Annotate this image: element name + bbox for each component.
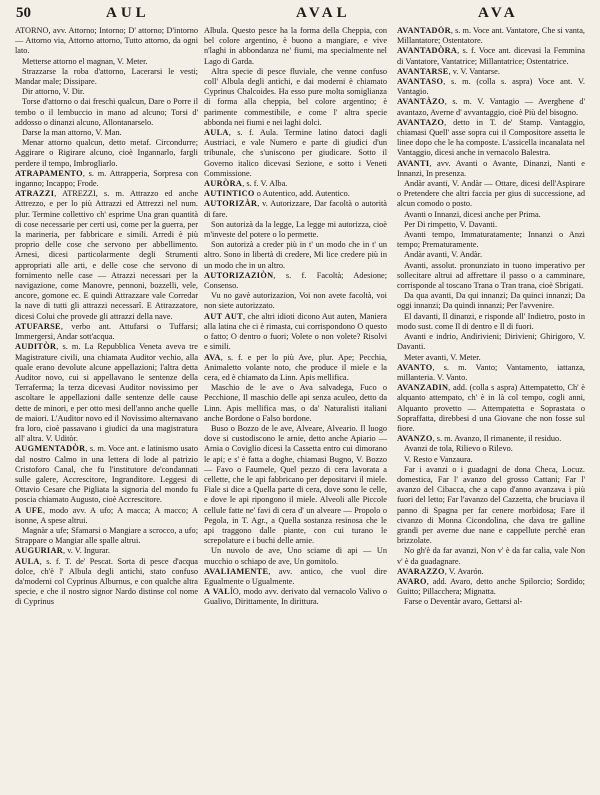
entry-sub-sense: Meter avanti, V. Meter. (404, 352, 481, 362)
headword: AUGURIAR (15, 546, 64, 556)
dictionary-entry: A UFE, modo avv. A ufo; A macca; A macco; A isonne, A spese altrui. (15, 505, 198, 525)
entry-sub-sense: Metterse attorno el magnan, V. Meter. (22, 56, 148, 66)
dictionary-entry: AUTINTICO o Autentico, add. Autentico. (204, 189, 350, 199)
entry-sub-sense: Menar attorno qualcun, detto metaf. Circondurre; Aggirare o Rigirare alcuno, cioè Ingannarlo, fargli perdere il tempo, Imbrogliarlo. (15, 138, 198, 168)
dictionary-entry: AVANZO, s. m. Avanzo, Il rimanente, il residuo. (397, 434, 562, 444)
dictionary-entry: AVANTI, avv. Avanti o Avante, Dinanzi, Nanti e Innanzi, In presenza. (397, 158, 585, 178)
headword: AVANTARSE (397, 66, 449, 76)
entry-sub-sense: Altra specie di pesce fluviale, che venne confuso coll' Albula degli antichi, e dai moderni è chiamato Cyprinus Chalcoides. Ha esso pure molta somiglianza di forma alla cheppia, bel colore argentino; è parimente commestibile, e come l' altra specie abbonda nei fiumi e nei laghi dolci. (204, 66, 387, 127)
running-head-right: AVA (478, 5, 519, 21)
headword: AVA (204, 352, 221, 362)
dictionary-entry: AVANTÀZO, s. m. V. Vantagio — Averghene d' avantazo, Averne d' avvantaggio, cioè Più del bisogno. (397, 97, 585, 117)
entry-sub-sense: Maschio de le ave o Ava salvadega, Fuco o Pecchione, Il maschio delle api senza aculeo, detto da Linn. Apis mellifica mas, o da' Naturalisti italiani anche Bordone o Falso bordone. (204, 383, 387, 423)
headword: AUT AUT (204, 311, 243, 321)
entry-sub-sense: Andàr avanti, V. Andàr. (404, 250, 483, 260)
headword: A UFE (15, 505, 43, 515)
dictionary-entry: AVANTO, s. m. Vanto; Vantamento, iattanza, millanteria. V. Vanto. (397, 362, 585, 382)
entry-sub-sense: Buso o Bozzo de le ave, Alveare, Alveario. Il luogo dove si custodiscono le arnie, detto anche Apiario — Arnia o Coviglio dicesi la Cassetta entro cui dimorano le api; e s' è fatta a doghe, chiamasi Bugno, V. Bozzo — Favo o Faumele, Quel pezzo di cera lavorata a cellette, che le api fabbricano per depositarvi il miele. Fiale si dice a Quella parte di cera, dove sono le celle, e dove le api ripongono il miele. Alveoli alle Piccole cellule fatte ne' favi di cera d' un alveare — Propolo o Pegola, in T. Agr., a Quella sostanza resinosa che le api traggono dalle piante, con cui turano le screpolature e i buchi delle arnie. (204, 423, 387, 546)
headword: AVANTASO (397, 77, 444, 87)
entry-sub-sense: El davanti, Il dinanzi, e risponde all' Indietro, posto in modo sust. come Il di dentro e Il di fuori. (397, 311, 585, 331)
headword: AVANTI (397, 158, 430, 168)
headword: AUGMENTADÒR (15, 444, 86, 454)
dictionary-entry: ATUFARSE, verbo ant. Attufarsi o Tuffarsi; Immergersi, Andar sott'acqua. (15, 321, 198, 342)
page-header (0, 4, 600, 26)
entry-sub-sense: Farse o Deventàr avaro, Gettarsi al- (404, 597, 523, 607)
entry-sub-sense: Andàr avanti, V. Andàr — Ottare, dicesi dell'Aspirare o Pretendere che altri faccia per gius di successione, ad alcun comodo o posto. (397, 179, 585, 209)
headword: AVANTO (397, 362, 433, 372)
dictionary-entry: AVANTADÒRA, s. f. Voce ant. dicevasi la Femmina di Vantatore, Vantatrice; Millantatrice; Ostentatrice. (397, 46, 585, 66)
entry-sub-sense: Son autorizà a creder più in t' un modo che in t' un altro. Sono in libertà di credere, Mi lice credere più in un modo che in un altro. (204, 240, 387, 270)
headword: AVANTAZO (397, 117, 445, 127)
entry-sub-sense: No gh'è da far avanzi, Non v' è da far calia, vale Non v' è da guadagnare. (397, 546, 585, 566)
headword: AUTINTICO (204, 189, 255, 199)
entry-sub-sense: Dir attorno, V. Dir. (22, 87, 85, 97)
dictionary-entry: AUTORIZÀR, v. Autorizzare, Dar facoltà o autorità di fare. (204, 199, 387, 219)
headword: AULA (15, 556, 40, 566)
dictionary-entry: AVALIAMENTE, avv. antico, che vuol dire Egualmente o Ugualmente. (204, 566, 387, 586)
entry-sub-sense: Per Di rimpetto, V. Davanti. (404, 219, 498, 229)
headword: AVANTÀZO (397, 97, 445, 107)
entry-sub-sense: Avanti tempo, Immaturatamente; Innanzi o Anzi tempo; Prematuramente. (397, 230, 585, 250)
headword: AUTORIZÀR (204, 199, 258, 209)
dictionary-entry: AVANTASO, s. m. (colla s. aspra) Voce ant. V. Vantagio. (397, 77, 585, 97)
dictionary-entry: AVARAZZO, V. Avarón. (397, 566, 484, 576)
entry-sub-sense: Torse d'attorno o dai freschi qualcun, Dare o Porre il tembo o il lembuccio in mano ad alcuno; Torsi d' addosso o dinanzi alcuno, Allontanarselo. (15, 97, 198, 127)
entry-sub-sense: Strazzarse la roba d'attorno, Lacerarsi le vesti; Mandar male; Dissipare. (15, 66, 198, 87)
dictionary-entry: AULA, s. f. Aula. Termine latino datoci dagli Austriaci, e vale Numero e parte di giudici d'un tribunale, che s'uniscono per giudicare. Sotto il Governo italico dicevasi Sezione, e sotto i Veneti Commissione. (204, 128, 387, 178)
headword: AVANTADÒRA (397, 46, 458, 56)
entry-sub-sense: Magnàr a ufe; Sfamarsi o Mangiare a scrocco, a ufo; Strappare o Mangiar alle spalle altrui. (15, 525, 198, 546)
entry-sub-sense: Son autorizà da la legge, La legge mi autorizza, cioè m'investe del potere o lo permette. (204, 219, 387, 240)
dictionary-entry: AUDITÒR, s. m. La Repubblica Veneta aveva tre Magistrature civili, una chiamata Auditor vechio, alla quale erano devolute alcune appellazioni; l'altra detta Auditor novo, cui si appellavano le sentenze della Terraferma; la terza dicevasi Auditor novissimo per ascoltare le appellazioni dalle sentenze delle cause dette de minori, e per otto mesi dell'anno anche quelle de maiori. L'Auditor novo ed il Novissimo alternavano fra loro, cioè passavano i giudici da una magistratura all' altra. V. Uditòr. (15, 342, 198, 444)
running-head-left: AUL (106, 5, 150, 21)
text-column-2 (204, 26, 387, 790)
dictionary-entry: AVANZADIN, add. (colla s aspra) Attempatetto, Ch' è alquanto attempato, ch' è in là col tempo, cogli anni, Alquanto provetto — Attempatetta e Soprastata o Sopraffatta, direbbesi d una Giovane che non fosse sul fiore. (397, 383, 585, 433)
headword: AVALIAMENTE (204, 566, 269, 576)
entry-sub-sense: Un nuvolo de ave, Uno sciame di api — Un mucchio o schiapo de ave, Un gomitolo. (204, 546, 387, 566)
entry-sub-sense: Avanti o Innanzi, dicesi anche per Prima. (404, 209, 541, 219)
headword: AVARO (397, 576, 427, 586)
headword: ATRAZZI (15, 189, 55, 199)
headword: AVARAZZO (397, 566, 445, 576)
headword: AURÒRA (204, 179, 243, 189)
dictionary-entry: AUT AUT, che altri idioti dicono Aut auten, Maniera alla latina che ci è rimasta, cui corrispondono O questo o fatto; O dentro o fuori; Volete o non volete? Risolvi e simili. (204, 311, 387, 352)
text-column-1 (15, 26, 198, 790)
dictionary-entry: AVANTADÒR, s. m. Voce ant. Vantatore, Che si vanta, Millantatore; Ostentatore. (397, 26, 585, 46)
page-number: 50 (16, 5, 31, 21)
dictionary-entry: A VALÍO, modo avv. derivato dal vernacolo Valivo o Gualivo, Dirittamente, In dirittura. (204, 587, 387, 607)
dictionary-entry: ATRAZZI, ATREZZI, s. m. Attrazzo ed anche Attrezzo, e per lo più Attrazzi ed Attrezzi nel num. plur. Termine collettivo ch' esprime Una gran quantità di cose necessarie per certi usi, come per la guerra, per la marineria, per fabbricare e simili. Arredi è più proprio delle cose che servono per abbellimento. Arnesi, dicesi particolarmente degli Strumenti appropriati alle arti, e delle cose che servono di fornimento nelle case — Atrazzi necessari per la navigazione, come Manovre, pennoni, bozzelli, vele, ancore, gomone ec. E quindi Attrazzare vale Corredar la nave di tutti gli attrazzi necessarî. E Attrazzatore, dicesi Colui che provede gli attrazzi della nave. (15, 189, 198, 321)
headword: ATRAPAMENTO (15, 168, 83, 178)
headword: AVANTADÒR (397, 26, 451, 35)
dictionary-entry: AVANTARSE, v. V. Vantarse. (397, 66, 500, 76)
headword: AVANZO (397, 434, 433, 444)
entry-sub-sense: Avanti, assolut. pronunziato in tuono imperativo per sollecitare altrui ad affrettare il passo o a camminare, corrisponde al toscano Trana o Tran trana, cioè Sbrigati. (397, 260, 585, 291)
text-column-3 (397, 26, 585, 790)
entry-sub-sense: Da qua avanti, Da qui innanzi; Da quinci innanzi; Da oggi innanzi; Da quindi innanzi; Per l'avvenire. (397, 291, 585, 311)
dictionary-entry: AVANTAZO, detto in T. de' Stamp. Vantaggio, chiamasi Quell' asse sopra cui il Compositore assetta le linee dopo che le ha composte. L'assicella incanalata nel Vantaggio, dicesi anche in vernacolo Balestra. (397, 117, 585, 158)
entry-sub-sense: Vu no gavè autorizazion, Voi non avete facoltà, voi non siete autorizzato. (204, 291, 387, 311)
dictionary-entry: AVARO, add. Avaro, detto anche Spilorcio; Sordido; Guitto; Pillacchera; Mignatta. (397, 576, 585, 597)
headword: AULA (204, 128, 229, 138)
dictionary-entry: AURÒRA, s. f. V. Alba. (204, 179, 288, 189)
dictionary-entry: AULA, s. f. T. de' Pescat. Sorta di pesce d'acqua dolce, ch'è l' Albula degli antichi, stato confuso da'moderni col Cyprinus Alburnus, e con qualche altra specie, e che il nostro signor Nardo distinse col nome di Cyprinus (15, 556, 198, 607)
dictionary-entry: AUGMENTADÒR, s. m. Voce ant. e latinismo usato dal nostro Calmo in una lettera di lode al patrizio Cristoforo Canal, che fu l'institutore de'condannati sulle galere, Accrescitore, Ingranditore. Leggesi di Ottavio Cesare che Pigliata la signoria del mondo fu poscia chiamato Augusto, cioè Accrescitore. (15, 444, 198, 505)
dictionary-entry: ATRAPAMENTO, s. m. Attrapperia, Sorpresa con inganno; Incappo; Frode. (15, 168, 198, 189)
entry-sub-sense: Avanzi de tola, Rilievo o Rilevo. (404, 444, 513, 454)
dictionary-entry: AUGURIAR, v. V. Ingurar. (15, 546, 110, 556)
headword: AUDITÒR (15, 342, 57, 352)
entry-sub-sense: Avanti e indrio, Andirivieni; Dirivieni; Ghirigoro, V. Davanti. (397, 332, 585, 352)
dictionary-entry: AUTORIZAZIÒN, s. f. Facoltà; Adesione; Consenso. (204, 270, 387, 291)
headword: ATUFARSE (15, 321, 61, 331)
running-head-center: AVAL (296, 5, 351, 21)
entry-continuation: Albula. Questo pesce ha la forma della Cheppia, con bel colore argentino, è buono a mangiare, e vive n'laghi in abbondanza ne' fiumi, ma specialmente nel Lago di Garda. (204, 26, 387, 66)
entry-continuation: ATORNO, avv. Attorno; Intorno; D' attorno; D'intorno — Attorno via, Attorno attorno, Tutto attorno, da ogni lato. (15, 26, 198, 56)
headword: AVANZADIN (397, 383, 449, 393)
headword: A VAL (204, 587, 230, 597)
entry-sub-sense: Far i avanzi o i guadagni de dona Checa, Locuz. domestica, Far l' avanzo del grosso Cattani; Far l' avanzo del Cibacca, che a capo d'anno avanzava i più fuori del letto; Far l'avanzo del Cazzetta, che bruciava il panno di Spagna per far cenere morbidosa; Fare il civanzo di Monna Cicondolina, che dava tre galline grandi per averne due nane e cappellute perchè eran brizzolate. (397, 464, 585, 546)
headword: AUTORIZAZIÒN (204, 270, 274, 280)
entry-sub-sense: V. Resto e Vanzaura. (404, 454, 473, 464)
dictionary-entry: AVA, s. f. e per lo più Ave, plur. Ape; Pecchia, Animaletto volante noto, che produce il miele e la cera, ed è chiamato da Linn. Apis mellifica. (204, 352, 387, 382)
entry-sub-sense: Darse la man attorno, V. Man. (22, 128, 122, 138)
